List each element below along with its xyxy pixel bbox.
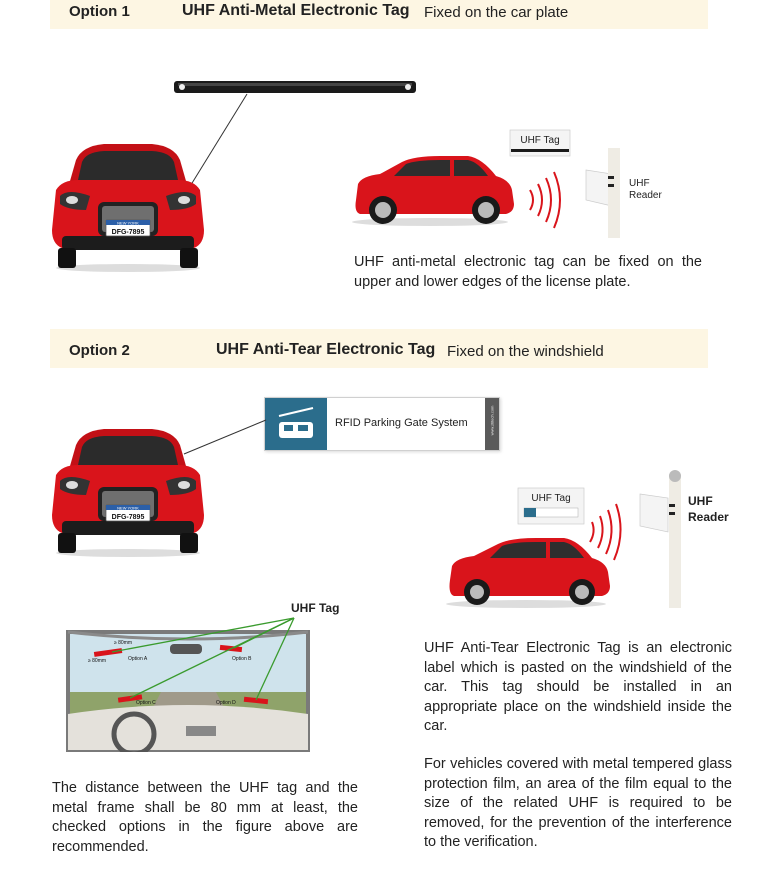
windshield-tag-label: UHF Tag bbox=[291, 601, 340, 615]
parking-gate-icon bbox=[265, 398, 327, 450]
windshield-diagram bbox=[66, 596, 356, 752]
option1-plate-top: NEW YORK bbox=[117, 220, 139, 226]
option2-tag-label: UHF Tag bbox=[531, 493, 571, 504]
option2-subtitle: Fixed on the windshield bbox=[447, 343, 604, 360]
option2-title: UHF Anti-Tear Electronic Tag bbox=[216, 341, 436, 358]
side-car-reader-scene-2 bbox=[440, 470, 750, 615]
option2-label: Option 2 bbox=[69, 342, 130, 359]
option-a-label: Option A bbox=[128, 656, 148, 662]
option1-reader-label-1: UHF bbox=[629, 178, 650, 189]
rfid-card-side: www.ztitech.com bbox=[485, 398, 499, 450]
option2-plate-number: DFG-7895 bbox=[111, 514, 145, 521]
option1-plate-number: DFG-7895 bbox=[111, 229, 145, 236]
option1-tag-label: UHF Tag bbox=[520, 135, 560, 146]
option2-description-2: For vehicles covered with metal tempered glass protection film, an area of the film equal to the size of the related UHF is required to be removed, for the prevention of the interference to the verification. bbox=[424, 756, 732, 850]
dist-label-2: ≥ 80mm bbox=[88, 658, 107, 664]
option2-reader-label-2: Reader bbox=[688, 510, 729, 524]
rfid-card-text: RFID Parking Gate System bbox=[335, 417, 468, 429]
dist-label-1: ≥ 80mm bbox=[114, 640, 133, 646]
side-car-reader-scene-1 bbox=[350, 128, 670, 238]
option1-reader-label-2: Reader bbox=[629, 190, 662, 201]
option-c-label: Option C bbox=[136, 700, 156, 706]
front-car-image bbox=[48, 140, 208, 272]
option-b-label: Option B bbox=[232, 656, 252, 662]
option1-description: UHF anti-metal electronic tag can be fixed on the upper and lower edges of the license plate. bbox=[354, 254, 702, 290]
option2-description-1: UHF Anti-Tear Electronic Tag is an electronic label which is pasted on the windshield of the car. This tag should be installed in an appropriate place on the windshield inside the car. bbox=[424, 640, 732, 734]
front-car-image-2 bbox=[48, 425, 208, 557]
distance-note: The distance between the UHF tag and the metal frame shall be 80 mm at least, the checked options in the figure above are recommended. bbox=[52, 780, 358, 855]
option2-reader-label-1: UHF bbox=[688, 494, 713, 508]
option2-plate-top: NEW YORK bbox=[117, 505, 139, 511]
rfid-card bbox=[264, 397, 500, 451]
option-d-label: Option D bbox=[216, 700, 236, 706]
option1-title: UHF Anti-Metal Electronic Tag bbox=[182, 2, 410, 19]
option1-label: Option 1 bbox=[69, 3, 130, 20]
option1-subtitle: Fixed on the car plate bbox=[424, 4, 569, 21]
